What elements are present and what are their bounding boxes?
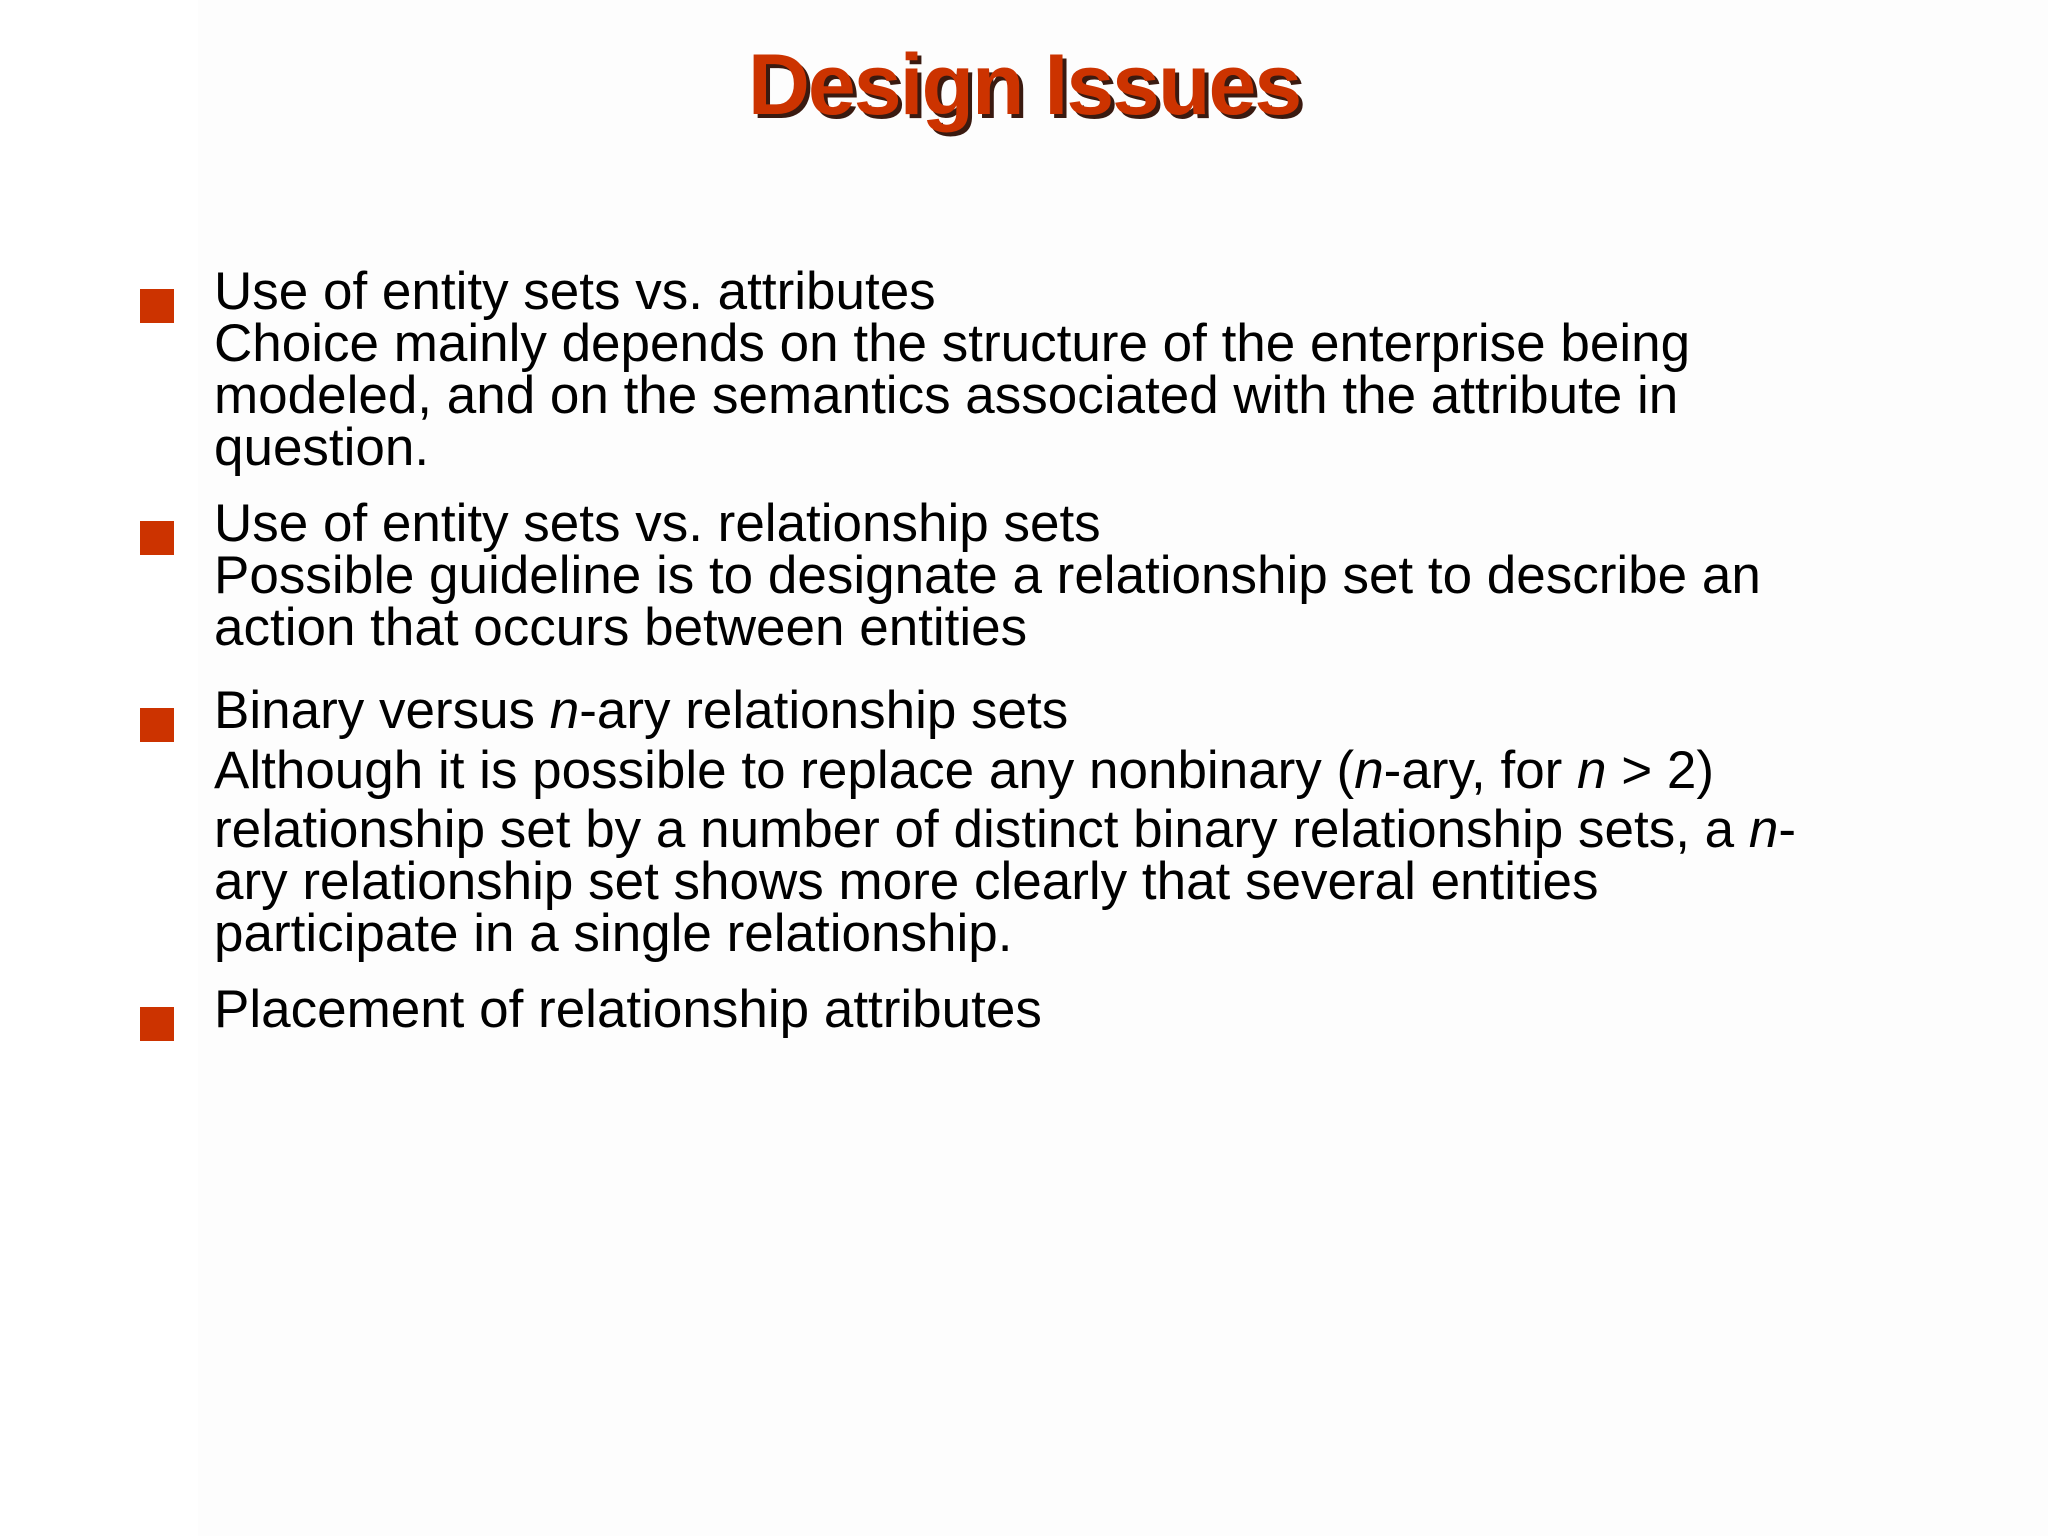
item-text-line: ary relationship set shows more clearly that several entities	[214, 852, 1599, 911]
bullet-item-placement-attributes	[214, 980, 2004, 1039]
item-text-line: modeled, and on the semantics associated with the attribute in	[214, 366, 1679, 425]
square-bullet-icon	[140, 289, 174, 323]
item-text-line: question.	[214, 418, 430, 477]
slide-left-band	[0, 0, 198, 1536]
italic-n: n	[1748, 800, 1779, 859]
italic-n: n	[1577, 741, 1607, 800]
line-text: > 2)	[1606, 741, 1715, 800]
heading-text: Binary versus	[214, 681, 550, 740]
item-heading: Use of entity sets vs. attributes	[214, 262, 936, 321]
item-heading: Use of entity sets vs. relationship sets	[214, 494, 1101, 553]
line-text: Although it is possible to replace any nonbinary (	[214, 741, 1355, 800]
line-text: -	[1778, 800, 1796, 859]
square-bullet-icon	[140, 1007, 174, 1041]
line-text: -ary, for	[1383, 741, 1578, 800]
italic-n: n	[1354, 741, 1384, 800]
square-bullet-icon	[140, 708, 174, 742]
item-text-line: action that occurs between entities	[214, 598, 1028, 657]
square-bullet-icon	[140, 521, 174, 555]
heading-text: -ary relationship sets	[579, 681, 1069, 740]
item-text-line: participate in a single relationship.	[214, 904, 1013, 963]
item-text-line	[214, 741, 2004, 800]
line-text: relationship set by a number of distinct binary relationship sets, a	[214, 800, 1749, 859]
bullet-item-binary-vs-nary	[214, 681, 2004, 963]
item-text-line	[214, 800, 2004, 859]
item-heading: Placement of relationship attributes	[214, 980, 1042, 1039]
bullet-item-entity-vs-attributes	[214, 262, 2004, 477]
item-heading	[214, 681, 2004, 740]
item-text-line: Choice mainly depends on the structure of the enterprise being	[214, 314, 1691, 373]
slide-title: Design Issues	[747, 37, 1301, 133]
heading-italic-n: n	[549, 681, 580, 740]
bullet-item-entity-vs-relationship	[214, 494, 2004, 657]
item-text-line: Possible guideline is to designate a relationship set to describe an	[214, 546, 1761, 605]
